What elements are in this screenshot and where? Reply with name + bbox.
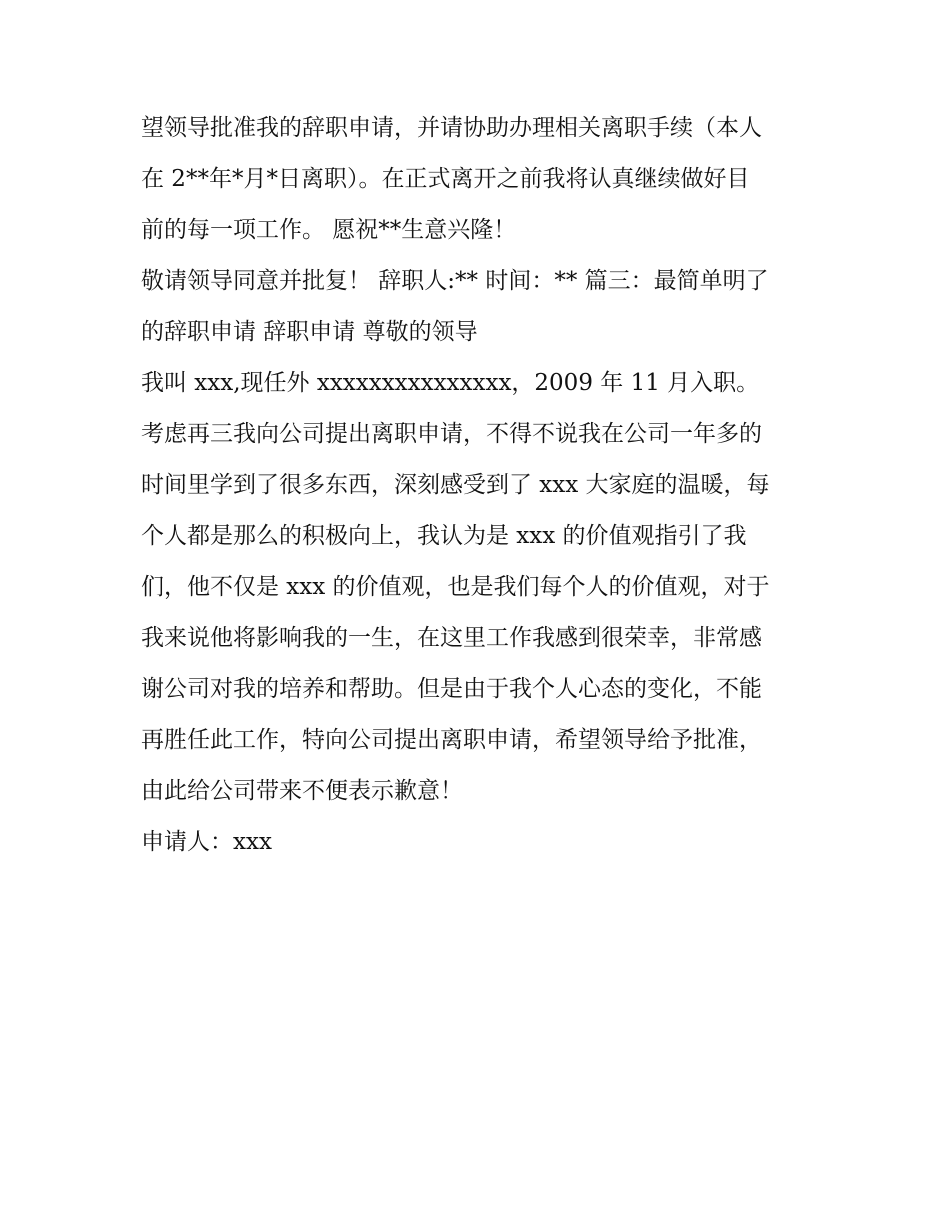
text-line: 我来说他将影响我的一生，在这里工作我感到很荣幸，非常感 [141, 625, 762, 651]
text-line: 们，他不仅是 xxx 的价值观，也是我们每个人的价值观，对于 [141, 574, 770, 600]
text-line: 考虑再三我向公司提出离职申请，不得不说我在公司一年多的 [141, 421, 762, 447]
text-line: 望领导批准我的辞职申请，并请协助办理相关离职手续（本人 [141, 115, 762, 141]
text-line: 谢公司对我的培养和帮助。但是由于我个人心态的变化，不能 [141, 676, 762, 702]
text-line: 前的每一项工作。 愿祝**生意兴隆！ [141, 217, 517, 243]
text-line: 敬请领导同意并批复！ 辞职人:** 时间：** 篇三：最简单明了 [141, 268, 769, 294]
text-line: 再胜任此工作，特向公司提出离职申请，希望领导给予批准， [141, 727, 762, 753]
applicant-signature: 申请人：xxx [141, 829, 272, 855]
text-line: 的辞职申请 辞职申请 尊敬的领导 [141, 319, 478, 345]
text-line: 个人都是那么的积极向上，我认为是 xxx 的价值观指引了我 [141, 523, 747, 549]
paragraph-signature-and-heading [141, 256, 821, 358]
document-body [141, 103, 821, 868]
paragraph-introduction [141, 358, 821, 409]
text-line: 由此给公司带来不便表示歉意！ [141, 778, 463, 804]
paragraph-applicant [141, 817, 821, 868]
text-line: 我叫 xxx,现任外 xxxxxxxxxxxxxxx，2009 年 11 月入职。 [141, 370, 760, 396]
paragraph-body [141, 409, 821, 817]
text-line: 时间里学到了很多东西，深刻感受到了 xxx 大家庭的温暖，每 [141, 472, 770, 498]
text-line: 在 2**年*月*日离职）。在正式离开之前我将认真继续做好目 [141, 166, 750, 192]
paragraph-closing-request [141, 103, 821, 256]
